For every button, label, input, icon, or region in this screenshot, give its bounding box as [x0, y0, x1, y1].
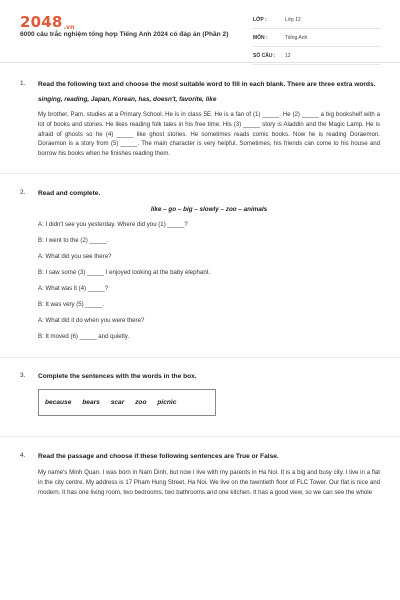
- dialogue-line: A: What did it do when you were there?: [38, 316, 145, 324]
- box-word: bears: [82, 398, 100, 406]
- divider: [0, 357, 400, 358]
- meta-key: MÔN :: [253, 35, 268, 41]
- logo-tld: .vn: [63, 24, 75, 31]
- question-1: [0, 80, 400, 159]
- logo-text: 2048: [20, 13, 63, 31]
- dialogue-line: B: It was very (5) _____.: [38, 300, 105, 308]
- document-title: 6000 câu trắc nghiệm tổng hợp Tiếng Anh 2024 có đáp án (Phần 2): [20, 31, 229, 38]
- passage: My name's Minh Quan. I was born in Nam Dinh, but now I live with my parents in Ha Noi. It is a big and busy city. I live in a flat in the city centre. My address is 17 Pham Hung Street, Ha Noi. We live on the twentieth floor of FLC Tower. Our flat is nice and modern. It has one living room, two bedrooms, two bathrooms and one kitchen. It has a good view, so we can see the whole: [38, 468, 380, 496]
- meta-value: Lớp 12: [285, 17, 301, 23]
- divider: [0, 436, 400, 437]
- box-word: scar: [110, 398, 125, 406]
- question-number: 3.: [20, 371, 26, 379]
- question-text: Complete the sentences with the words in the box.: [38, 372, 197, 380]
- dialogue-line: A: What was it (4) _____?: [38, 284, 109, 292]
- meta-key: SỐ CÂU :: [253, 53, 276, 59]
- meta-info: [253, 13, 381, 67]
- passage: My brother, Pam, studies at a Primary School. He is in class 5E. He is a fan of (1) _____. He (2) _____ a big bookshelf with a lot of books and stories. He likes reading folk tales in his free time. His (3) _____ story is Aladdin and the Magic Lamp. He is afraid of ghosts so he (4) _____ like ghost stories. He sometimes reads comic books. Now he is reading Doraemon. Doraemon is a story from (5) _____. The main character is very helpful. Sometimes, his friends can come to his house and borrow his books when he finishes reading them.: [38, 111, 380, 158]
- question-number: 4.: [20, 451, 26, 459]
- dialogue-line: A: What did you see there?: [38, 252, 112, 260]
- dialogue-line: B: I saw some (3) _____ I enjoyed looking at the baby elephant.: [38, 268, 211, 276]
- question-text: Read the following text and choose the most suitable word to fill in each blank. There are three extra words.: [38, 81, 376, 88]
- meta-value: 12: [285, 53, 291, 59]
- question-2: [0, 189, 400, 341]
- dialogue-line: B: I went to the (2) _____.: [38, 236, 109, 244]
- meta-key: LỚP :: [253, 17, 267, 23]
- dialogue-line: B: It moved (6) _____ and quietly.: [38, 332, 130, 340]
- meta-value: Tiếng Anh: [285, 35, 308, 41]
- question-text: Read the passage and choose if these following sentences are True or False.: [38, 452, 279, 460]
- question-3: [0, 372, 400, 416]
- question-text: Read and complete.: [38, 189, 101, 197]
- box-word: picnic: [157, 398, 177, 406]
- box-word: because: [45, 398, 72, 406]
- document-content: [0, 62, 400, 497]
- divider: [0, 173, 400, 174]
- question-number: 1.: [20, 80, 26, 87]
- box-word: zoo: [135, 398, 147, 406]
- word-list: like – go – big – slowly – zoo – animals: [150, 205, 268, 213]
- question-number: 2.: [20, 188, 26, 196]
- meta-row-subject: [253, 31, 381, 47]
- word-box: [38, 389, 216, 416]
- site-logo[interactable]: [20, 13, 75, 31]
- dialogue-line: A: I didn't see you yesterday. Where did you (1) _____?: [38, 220, 188, 228]
- question-4: [0, 452, 400, 497]
- word-list: singing, reading, Japan, Korean, has, doesn't, favorite, like: [38, 96, 217, 103]
- page-header: [0, 0, 400, 63]
- meta-row-grade: [253, 13, 381, 29]
